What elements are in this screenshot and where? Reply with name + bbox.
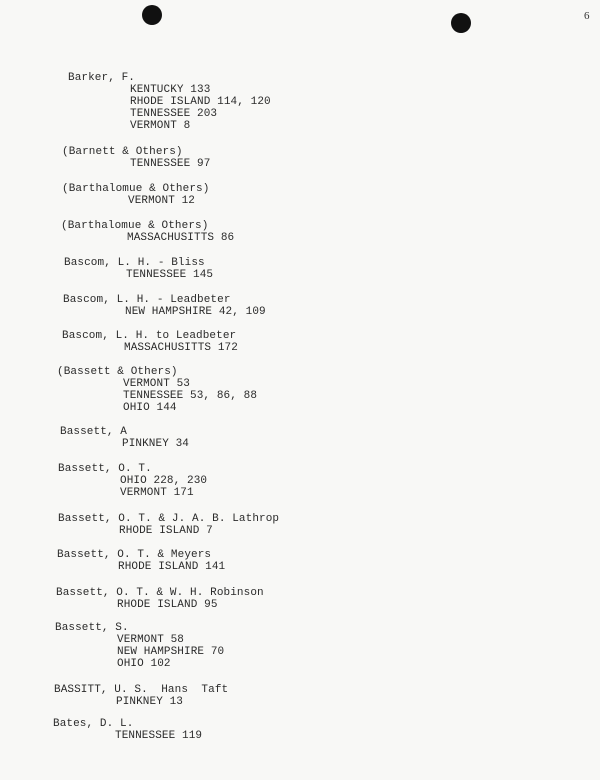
- index-entry-reference: OHIO 228, 230: [120, 475, 208, 487]
- index-entry-name: Bascom, L. H. - Leadbeter: [63, 294, 231, 306]
- index-entry-reference: NEW HAMPSHIRE 42, 109: [125, 306, 266, 318]
- index-entry-reference: RHODE ISLAND 114, 120: [130, 96, 271, 108]
- index-entry-name: Bassett, S.: [55, 622, 129, 634]
- index-entry-name: Bassett, O. T.: [58, 463, 152, 475]
- index-entry-name: (Barthalomue & Others): [62, 183, 210, 195]
- index-entry-reference: PINKNEY 34: [122, 438, 190, 450]
- index-entry-reference: OHIO 144: [123, 402, 177, 414]
- index-entry-name: Bassett, A: [60, 426, 128, 438]
- index-entry-name: Bassett, O. T. & Meyers: [57, 549, 212, 561]
- index-entry-reference: MASSACHUSITTS 172: [124, 342, 238, 354]
- index-entry-reference: TENNESSEE 53, 86, 88: [123, 390, 258, 402]
- page-number: 6: [584, 10, 590, 22]
- index-entry-reference: RHODE ISLAND 95: [117, 599, 218, 611]
- index-entry-name: Bates, D. L.: [53, 718, 134, 730]
- index-entry-reference: VERMONT 171: [120, 487, 194, 499]
- index-entry-name: (Bassett & Others): [57, 366, 178, 378]
- index-entry-name: Bascom, L. H. to Leadbeter: [62, 330, 237, 342]
- index-entry-reference: VERMONT 12: [128, 195, 196, 207]
- index-entry-reference: VERMONT 53: [123, 378, 191, 390]
- index-entry-name: (Barthalomue & Others): [61, 220, 209, 232]
- index-entry-reference: TENNESSEE 145: [126, 269, 214, 281]
- index-entry-name: Barker, F.: [68, 72, 136, 84]
- index-entry-reference: KENTUCKY 133: [130, 84, 211, 96]
- index-entry-name: BASSITT, U. S. Hans Taft: [54, 684, 229, 696]
- index-entry-reference: TENNESSEE 97: [130, 158, 211, 170]
- index-entry-reference: OHIO 102: [117, 658, 171, 670]
- index-entry-reference: RHODE ISLAND 7: [119, 525, 213, 537]
- index-entry-reference: MASSACHUSITTS 86: [127, 232, 235, 244]
- index-entry-reference: TENNESSEE 203: [130, 108, 218, 120]
- index-entry-name: (Barnett & Others): [62, 146, 183, 158]
- index-entry-reference: NEW HAMPSHIRE 70: [117, 646, 225, 658]
- index-entry-reference: VERMONT 8: [130, 120, 191, 132]
- index-entry-name: Bassett, O. T. & W. H. Robinson: [56, 587, 264, 599]
- index-entry-name: Bassett, O. T. & J. A. B. Lathrop: [58, 513, 280, 525]
- index-entry-reference: RHODE ISLAND 141: [118, 561, 226, 573]
- index-entry-reference: VERMONT 58: [117, 634, 185, 646]
- index-entry-reference: TENNESSEE 119: [115, 730, 203, 742]
- index-entry-reference: PINKNEY 13: [116, 696, 184, 708]
- index-entry-name: Bascom, L. H. - Bliss: [64, 257, 205, 269]
